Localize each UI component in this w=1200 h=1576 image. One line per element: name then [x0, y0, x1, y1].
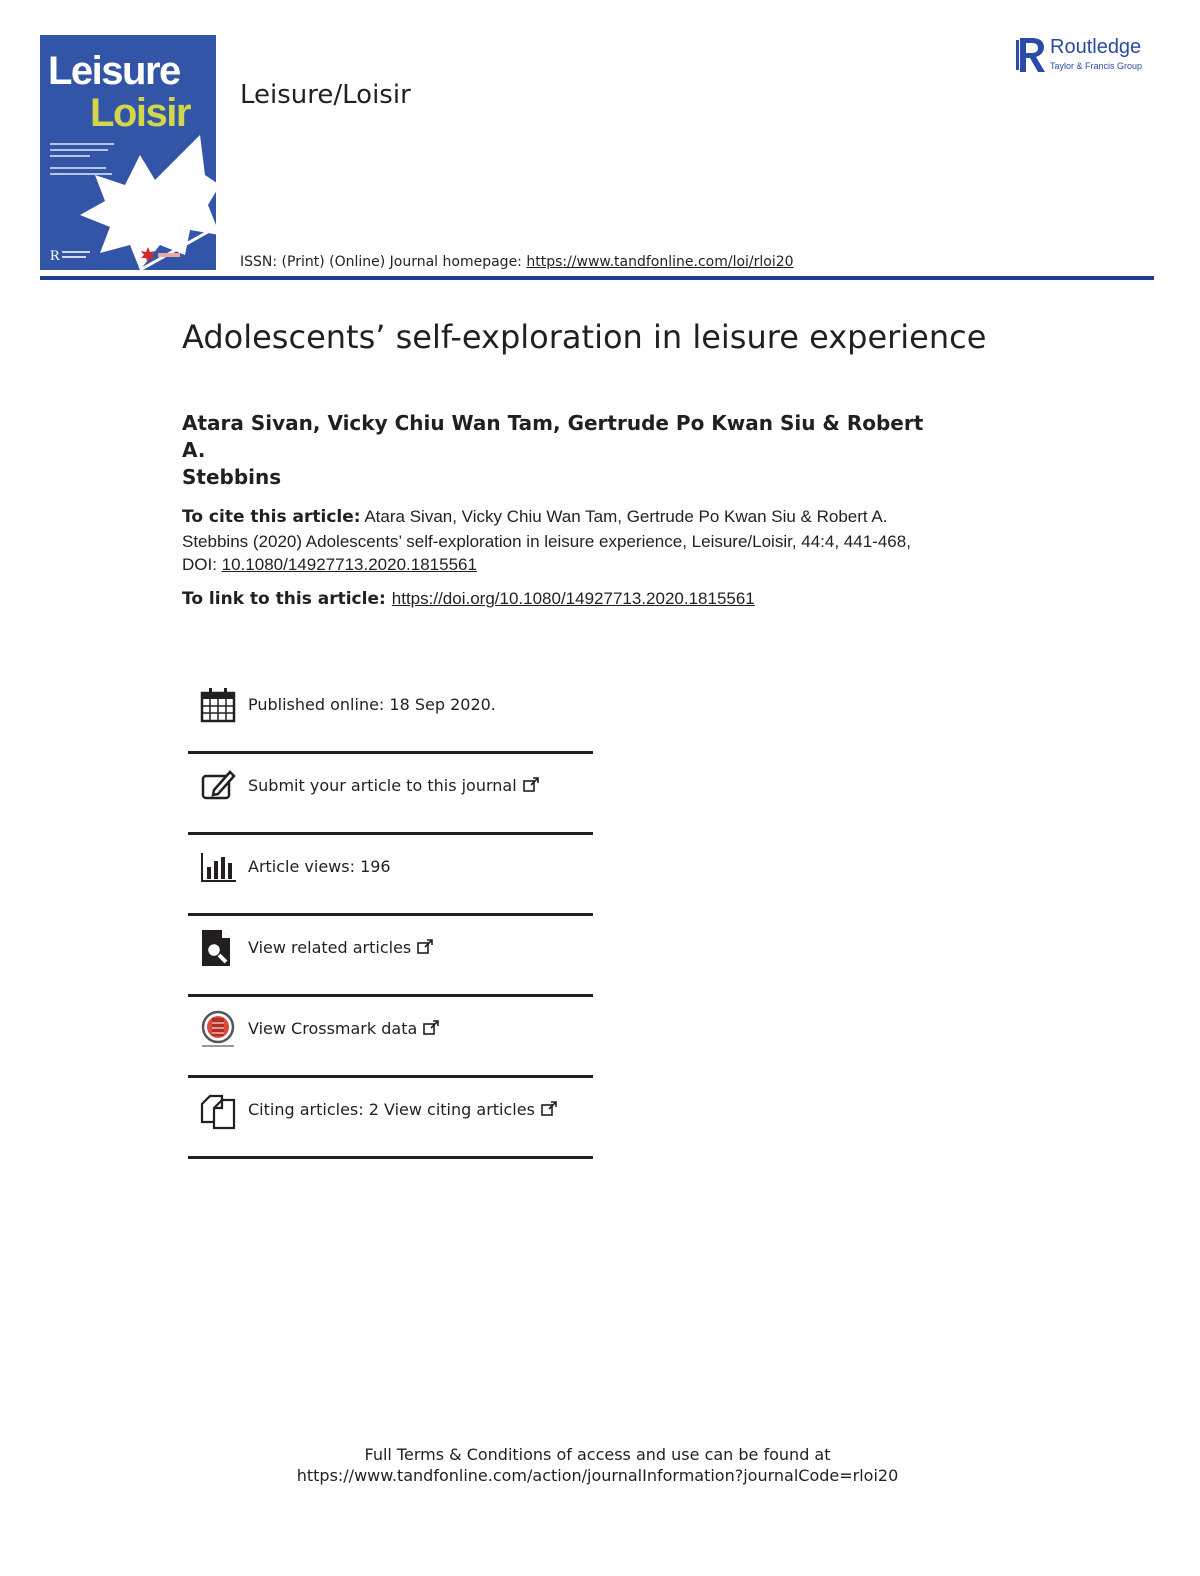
doi-link[interactable]: 10.1080/14927713.2020.1815561: [221, 555, 477, 574]
article-link-block: [182, 589, 755, 609]
external-link-icon: [541, 1101, 557, 1117]
citing-articles-label[interactable]: Citing articles: 2 View citing articles: [248, 1100, 535, 1119]
footer-terms-link[interactable]: https://www.tandfonline.com/action/journalInformation?journalCode=rloi20: [296, 1466, 899, 1485]
submit-article-label[interactable]: Submit your article to this journal: [248, 776, 517, 795]
external-link-icon: [417, 939, 433, 955]
article-authors: [182, 410, 942, 491]
footer-terms: [0, 1444, 1195, 1486]
article-title: Adolescents’ self-exploration in leisure experience: [182, 318, 987, 356]
publisher-name: Routledge: [1050, 36, 1142, 58]
routledge-logo: [1016, 34, 1156, 76]
citation-block: [182, 505, 1012, 577]
cite-label: To cite this article:: [182, 507, 361, 527]
info-row-published: [188, 673, 593, 754]
journal-homepage-link[interactable]: https://www.tandfonline.com/loi/rloi20: [526, 254, 794, 270]
info-row-citing[interactable]: [188, 1078, 593, 1159]
document-search-icon: [200, 928, 236, 968]
authors-line-1: Atara Sivan, Vicky Chiu Wan Tam, Gertrude Po Kwan Siu & Robert A.: [182, 411, 924, 462]
article-views-label: Article views: 196: [248, 857, 391, 876]
issn-line: [240, 254, 794, 270]
external-link-icon: [523, 777, 539, 793]
journal-cover-image: [40, 35, 216, 270]
article-info-list: [188, 673, 593, 1159]
cite-doi-prefix: DOI:: [182, 555, 222, 574]
link-label: To link to this article:: [182, 589, 386, 609]
cite-line-2: Stebbins (2020) Adolescents’ self-exploration in leisure experience, Leisure/Loisir, 44:4, 441-468,: [182, 531, 911, 551]
cals-logo: [140, 245, 184, 265]
info-row-crossmark[interactable]: [188, 997, 593, 1078]
header-divider: [40, 276, 1154, 280]
issn-text: ISSN: (Print) (Online) Journal homepage:: [240, 254, 527, 270]
routledge-small-logo: [50, 246, 94, 264]
edit-icon: [200, 766, 236, 806]
published-date-label: Published online: 18 Sep 2020.: [248, 695, 496, 714]
routledge-r-icon: [1016, 34, 1046, 76]
cover-title-loisir: Loisir: [90, 91, 190, 135]
calendar-icon: [200, 685, 236, 725]
related-articles-label[interactable]: View related articles: [248, 938, 412, 957]
cite-line-1: Atara Sivan, Vicky Chiu Wan Tam, Gertrude Po Kwan Siu & Robert A.: [360, 507, 888, 526]
publisher-subtitle: Taylor & Francis Group: [1050, 61, 1143, 71]
journal-name: Leisure/Loisir: [240, 80, 411, 110]
crossmark-icon: [200, 1009, 236, 1049]
footer-line-1: Full Terms & Conditions of access and use can be found at: [364, 1445, 831, 1464]
authors-line-2: Stebbins: [182, 465, 282, 489]
citing-articles-icon: [200, 1090, 236, 1130]
info-row-views: [188, 835, 593, 916]
svg-text:R: R: [50, 248, 61, 264]
cover-title-leisure: Leisure: [48, 49, 180, 93]
crossmark-label[interactable]: View Crossmark data: [248, 1019, 418, 1038]
info-row-related[interactable]: [188, 916, 593, 997]
article-doi-url-link[interactable]: https://doi.org/10.1080/14927713.2020.1815561: [391, 589, 755, 608]
info-row-submit[interactable]: [188, 754, 593, 835]
bar-chart-icon: [200, 847, 236, 887]
external-link-icon: [423, 1020, 439, 1036]
